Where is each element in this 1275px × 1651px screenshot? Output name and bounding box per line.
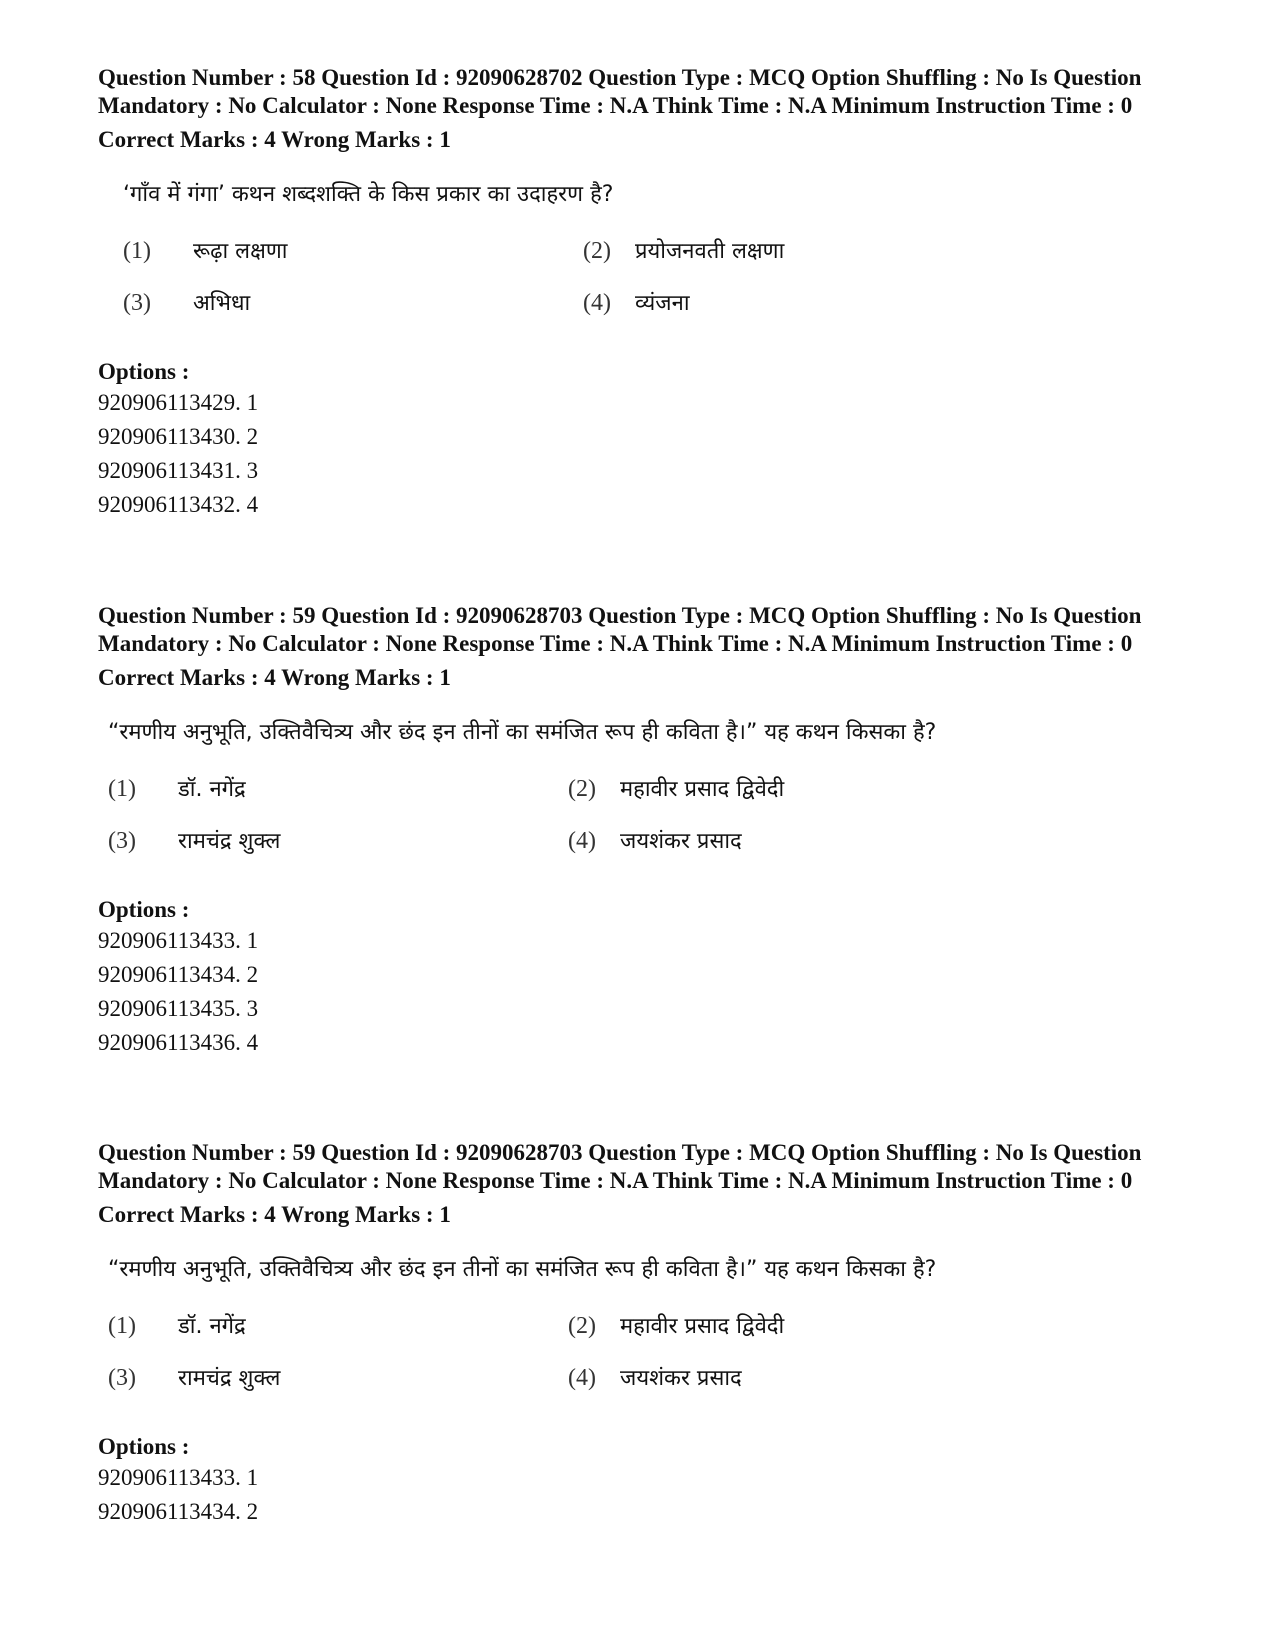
- question-header: Question Number : 59 Question Id : 92090628703 Question Type : MCQ Option Shuffling : No Is Question Mandatory : No Calculator : None Response Time : N.A Think Time : N.A Minimum Instruction Time : 0: [98, 603, 1142, 656]
- choice-text: व्यंजना: [635, 291, 690, 316]
- choice-text: जयशंकर प्रसाद: [620, 1366, 742, 1391]
- choice-3: [108, 826, 280, 857]
- option-row: 920906113433. 1: [98, 928, 259, 953]
- choice-number: (3): [108, 828, 136, 854]
- choice-text: प्रयोजनवती लक्षणा: [635, 239, 785, 264]
- choice-number: (4): [568, 828, 596, 854]
- question-content: [98, 718, 1188, 888]
- choice-2: [568, 774, 784, 805]
- choice-number: (1): [108, 1313, 136, 1339]
- choice-text: रामचंद्र शुक्ल: [178, 1366, 281, 1391]
- choice-number: (4): [583, 290, 611, 316]
- choice-text: डॉ. नगेंद्र: [178, 777, 246, 802]
- choice-1: [123, 236, 287, 267]
- option-row: 920906113434. 2: [98, 962, 259, 987]
- choice-1: [108, 774, 246, 805]
- question-text: “रमणीय अनुभूति, उक्तिवैचित्र्य और छंद इन तीनों का समंजित रूप ही कविता है।” यह कथन किसका है?: [108, 1257, 937, 1282]
- choice-3: [108, 1363, 280, 1394]
- choice-text: महावीर प्रसाद द्विवेदी: [620, 777, 785, 802]
- choice-text: डॉ. नगेंद्र: [178, 1314, 246, 1339]
- choice-text: रामचंद्र शुक्ल: [178, 829, 281, 854]
- options-label: Options :: [98, 1434, 190, 1459]
- question-header: Question Number : 58 Question Id : 92090628702 Question Type : MCQ Option Shuffling : No Is Question Mandatory : No Calculator : None Response Time : N.A Think Time : N.A Minimum Instruction Time : 0: [98, 65, 1142, 118]
- question-block-59-repeat: [98, 1139, 1188, 1529]
- option-row: 920906113430. 2: [98, 424, 259, 449]
- marks-line: Correct Marks : 4 Wrong Marks : 1: [98, 127, 451, 152]
- choice-1: [108, 1311, 246, 1342]
- choice-number: (3): [123, 290, 151, 316]
- options-label: Options :: [98, 359, 190, 384]
- choice-number: (2): [583, 238, 611, 264]
- question-block-59: [98, 602, 1188, 1060]
- choice-text: जयशंकर प्रसाद: [620, 829, 742, 854]
- choice-number: (2): [568, 776, 596, 802]
- choice-number: (2): [568, 1313, 596, 1339]
- choice-text: रूढ़ा लक्षणा: [193, 239, 288, 264]
- question-content: [98, 1255, 1188, 1425]
- option-row: 920906113429. 1: [98, 390, 259, 415]
- choice-2: [568, 1311, 784, 1342]
- choice-4: [568, 826, 742, 857]
- choice-3: [123, 288, 250, 319]
- choice-number: (1): [123, 238, 151, 264]
- option-row: 920906113432. 4: [98, 492, 259, 517]
- choice-number: (4): [568, 1365, 596, 1391]
- choice-number: (1): [108, 776, 136, 802]
- choice-text: महावीर प्रसाद द्विवेदी: [620, 1314, 785, 1339]
- question-text: “रमणीय अनुभूति, उक्तिवैचित्र्य और छंद इन तीनों का समंजित रूप ही कविता है।” यह कथन किसका है?: [108, 720, 937, 745]
- question-header: Question Number : 59 Question Id : 92090628703 Question Type : MCQ Option Shuffling : No Is Question Mandatory : No Calculator : None Response Time : N.A Think Time : N.A Minimum Instruction Time : 0: [98, 1140, 1142, 1193]
- question-content: [98, 180, 1188, 350]
- option-row: 920906113431. 3: [98, 458, 259, 483]
- options-label: Options :: [98, 897, 190, 922]
- choice-4: [583, 288, 690, 319]
- choice-4: [568, 1363, 742, 1394]
- choice-2: [583, 236, 784, 267]
- choice-number: (3): [108, 1365, 136, 1391]
- marks-line: Correct Marks : 4 Wrong Marks : 1: [98, 665, 451, 690]
- option-row: 920906113433. 1: [98, 1465, 259, 1490]
- question-block-58: [98, 64, 1188, 522]
- question-text: ‘गाँव में गंगा’ कथन शब्दशक्ति के किस प्रकार का उदाहरण है?: [123, 182, 614, 207]
- marks-line: Correct Marks : 4 Wrong Marks : 1: [98, 1202, 451, 1227]
- option-row: 920906113436. 4: [98, 1030, 259, 1055]
- option-row: 920906113434. 2: [98, 1499, 259, 1524]
- option-row: 920906113435. 3: [98, 996, 259, 1021]
- choice-text: अभिधा: [193, 291, 251, 316]
